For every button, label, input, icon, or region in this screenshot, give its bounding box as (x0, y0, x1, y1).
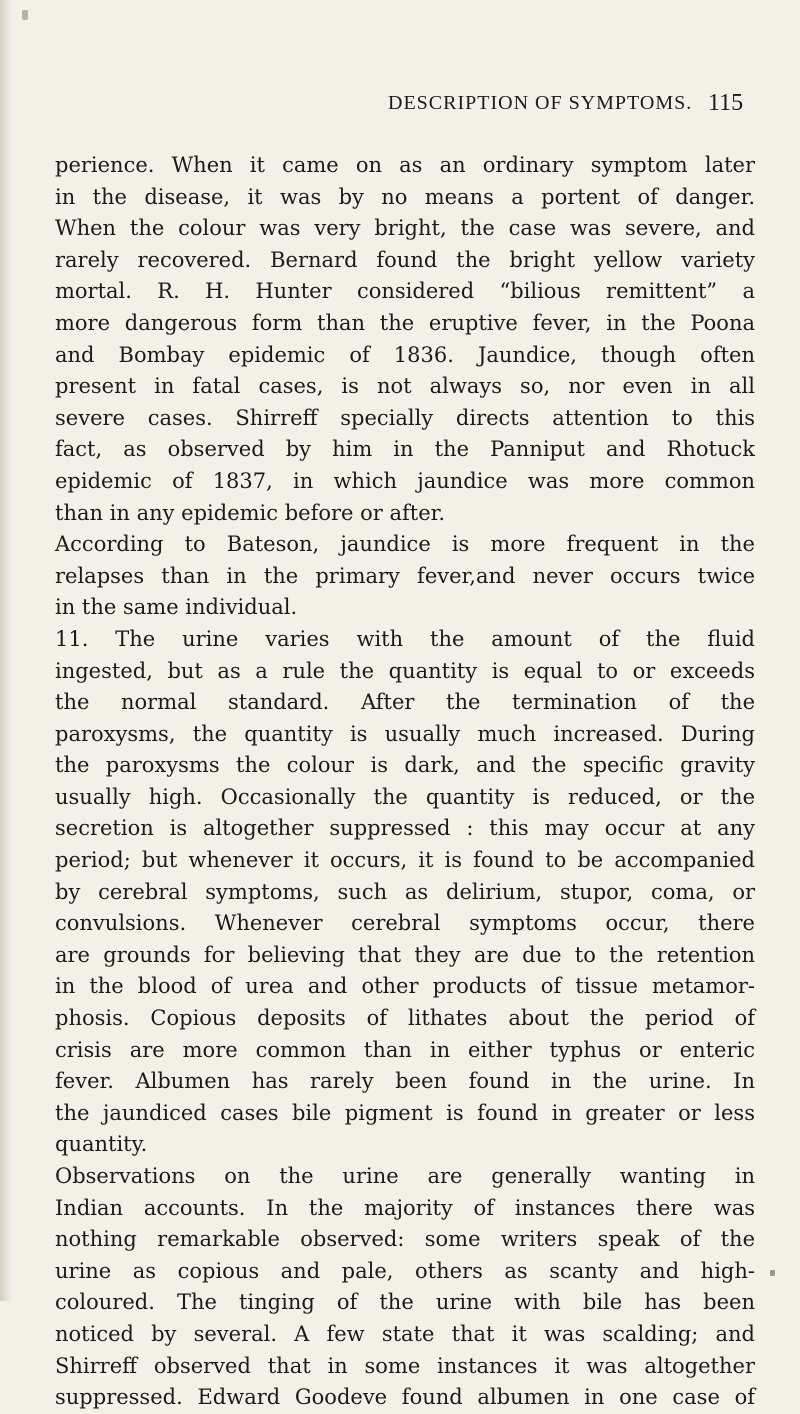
body-text (55, 150, 755, 1414)
text-line: convulsions. Whenever cerebral symptoms occur, there (55, 911, 755, 936)
text-line: ingested, but as a rule the quantity is equal to or exceeds (55, 658, 755, 683)
text-line: mortal. R. H. Hunter considered “bilious remittent” a (55, 279, 755, 304)
text-line: the normal standard. After the termination of the (55, 690, 755, 715)
text-line: secretion is altogether suppressed : this may occur at any (55, 816, 755, 841)
text-line: and Bombay epidemic of 1836. Jaundice, though often (55, 342, 755, 367)
text-line: the paroxysms the colour is dark, and the specific gravity (55, 753, 755, 778)
text-line: nothing remarkable observed: some writers speak of the (55, 1227, 755, 1252)
page-gutter-shadow (0, 0, 12, 1301)
text-line: Observations on the urine are generally wanting in (55, 1164, 755, 1188)
text-line: 11. The urine varies with the amount of the fluid (55, 626, 755, 651)
text-line: in the disease, it was by no means a portent of danger. (55, 184, 755, 209)
text-line: When the colour was very bright, the case was severe, and (55, 216, 755, 241)
text-line: fact, as observed by him in the Panniput and Rhotuck (55, 437, 755, 462)
text-line: epidemic of 1837, in which jaundice was more common (55, 468, 755, 493)
text-line: phosis. Copious deposits of lithates about the period of (55, 1006, 755, 1031)
text-line: crisis are more common than in either typhus or enteric (55, 1037, 755, 1062)
text-line: relapses than in the primary fever,and never occurs twice (55, 563, 755, 588)
text-line: by cerebral symptoms, such as delirium, stupor, coma, or (55, 879, 755, 904)
bottom-blemish (770, 1270, 775, 1276)
corner-blemish (22, 10, 28, 20)
text-line: fever. Albumen has rarely been found in the urine. In (55, 1069, 755, 1094)
text-line: more dangerous form than the eruptive fever, in the Poona (55, 310, 755, 335)
text-line: perience. When it came on as an ordinary symptom later (55, 153, 755, 177)
text-line: Shirreff observed that in some instances it was altogether (55, 1353, 755, 1378)
text-line: suppressed. Edward Goodeve found albumen in one case of (55, 1385, 755, 1410)
text-line: are grounds for believing that they are due to the retention (55, 942, 755, 967)
text-line: paroxysms, the quantity is usually much increased. During (55, 721, 755, 746)
text-line: Indian accounts. In the majority of instances there was (55, 1195, 755, 1220)
text-line: According to Bateson, jaundice is more frequent in the (55, 532, 755, 557)
text-line: usually high. Occasionally the quantity is reduced, or the (55, 784, 755, 809)
text-line: period; but whenever it occurs, it is found to be accompanied (55, 848, 755, 873)
running-head (0, 92, 800, 132)
text-line: present in fatal cases, is not always so, nor even in all (55, 374, 755, 399)
text-line: coloured. The tinging of the urine with bile has been (55, 1290, 755, 1315)
text-line: in the same individual. (55, 595, 298, 620)
running-title: DESCRIPTION OF SYMPTOMS. (388, 92, 693, 114)
page-number: 115 (708, 90, 744, 116)
text-line: urine as copious and pale, others as scanty and high- (55, 1258, 755, 1283)
text-line: noticed by several. A few state that it was scalding; and (55, 1321, 755, 1346)
text-line: the jaundiced cases bile pigment is found in greater or less (55, 1100, 755, 1125)
text-line: rarely recovered. Bernard found the bright yellow variety (55, 247, 755, 272)
text-line: in the blood of urea and other products of tissue metamor- (55, 974, 755, 999)
text-line: severe cases. Shirreff specially directs attention to this (55, 405, 755, 430)
text-line: than in any epidemic before or after. (55, 500, 446, 525)
text-line: quantity. (55, 1132, 148, 1157)
